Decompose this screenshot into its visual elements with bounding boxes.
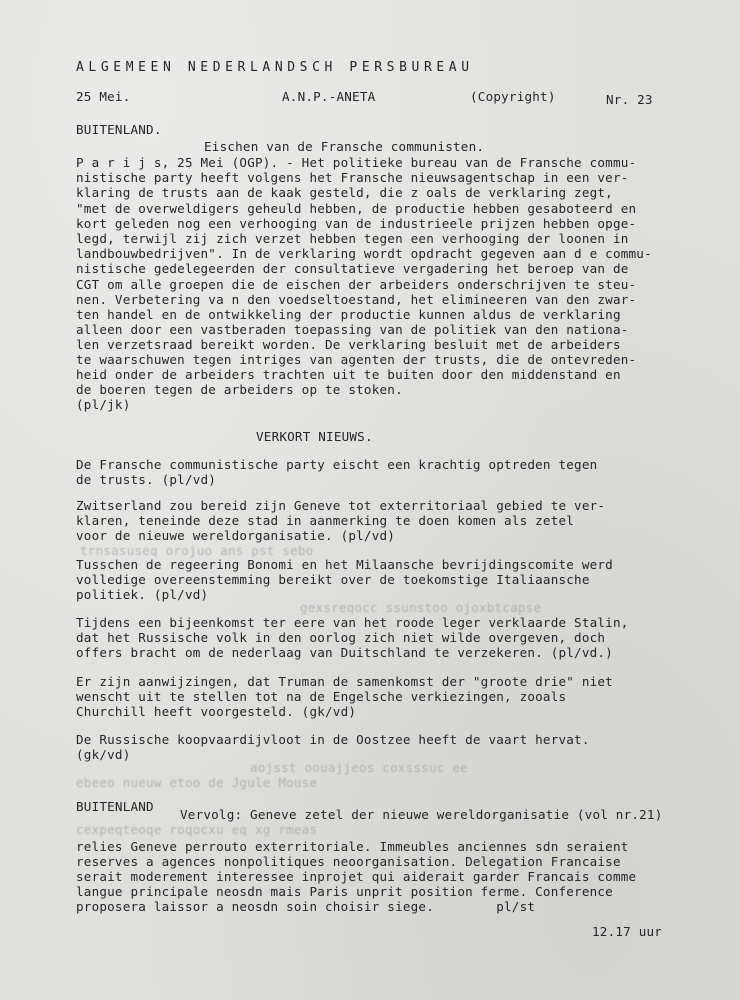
section-label: BUITENLAND <box>76 799 154 814</box>
bleed-through-text: ebeeo nueuw etoo de Jgule Mouse <box>76 775 318 790</box>
timestamp: 12.17 uur <box>592 924 663 939</box>
body-line: len verzetsraad bereikt worden. De verklaring besluit met de arbeiders <box>76 337 621 352</box>
news-line: Zwitserland zou bereid zijn Geneve tot exterritoriaal gebied te ver- <box>76 498 606 513</box>
body-line: relies Geneve perrouto exterritoriale. Immeubles anciennes sdn seraient <box>76 839 629 854</box>
news-line: wenscht uit te stellen tot na de Engelsche verkiezingen, zooals <box>76 689 567 704</box>
body-line: kort geleden nog een verhooging van de industrieele prijzen hebben opge- <box>76 216 637 231</box>
news-line: politiek. (pl/vd) <box>76 587 209 602</box>
news-line: klaren, teneinde deze stad in aanmerking te doen komen als zetel <box>76 513 575 528</box>
news-line: Churchill heeft voorgesteld. (gk/vd) <box>76 704 357 719</box>
body-line: legd, terwijl zij zich verzet hebben tegen een verhooging der loonen in <box>76 231 629 246</box>
bleed-through-text: cexpeqteoqe roqocxu eq xg rmeas <box>76 822 318 837</box>
article-title: Eischen van de Fransche communisten. <box>204 139 485 154</box>
body-line: de boeren tegen de arbeiders op te stoken. <box>76 382 403 397</box>
news-line: Er zijn aanwijzingen, dat Truman de samenkomst der "groote drie" niet <box>76 674 613 689</box>
body-line: nistische gedelegeerden der consultatieve vergadering het beroep van de <box>76 261 629 276</box>
copyright: (Copyright) <box>470 89 556 104</box>
body-line: ten handel en de ontwikkeling der productie kunnen aldus de verklaring <box>76 307 621 322</box>
news-line: De Fransche communistische party eischt een krachtig optreden tegen <box>76 457 598 472</box>
news-line: De Russische koopvaardijvloot in de Oostzee heeft de vaart hervat. <box>76 732 590 747</box>
body-line: nen. Verbetering va n den voedseltoestand, het elimineeren van den zwar- <box>76 292 637 307</box>
news-line: volledige overeenstemming bereikt over de toekomstige Italiaansche <box>76 572 590 587</box>
date: 25 Mei. <box>76 89 131 104</box>
body-line: te waarschuwen tegen intriges van agenten der trusts, die de ontevreden- <box>76 352 637 367</box>
news-line: offers bracht om de nederlaag van Duitschland te verzekeren. (pl/vd.) <box>76 645 613 660</box>
news-line: Tijdens een bijeenkomst ter eere van het roode leger verklaarde Stalin, <box>76 615 629 630</box>
body-line: langue principale neosdn mais Paris unprit position ferme. Conference <box>76 884 613 899</box>
body-line: landbouwbedrijven". In de verklaring wordt opdracht gegeven aan d e commu- <box>76 246 652 261</box>
section-title: VERKORT NIEUWS. <box>256 429 373 444</box>
continuation-heading: Vervolg: Geneve zetel der nieuwe wereldorganisatie (vol nr.21) <box>180 807 663 822</box>
body-line: proposera laissor a neosdn soin choisir siege. pl/st <box>76 899 536 914</box>
body-line: "met de overweldigers geheuld hebben, de productie hebben gesaboteerd en <box>76 201 637 216</box>
news-line: (gk/vd) <box>76 747 131 762</box>
bulletin-number: Nr. 23 <box>606 92 653 107</box>
news-line: de trusts. (pl/vd) <box>76 472 217 487</box>
bleed-through-text: aojsst oouajjeos coxsssuc ee <box>250 760 468 775</box>
body-line: serait moderement interessee inprojet qui aiderait garder Francais comme <box>76 869 637 884</box>
body-line: P a r i j s, 25 Mei (OGP). - Het politieke bureau van de Fransche commu- <box>76 155 637 170</box>
body-line: CGT om alle groepen die de eischen der arbeiders onderschrijven te steu- <box>76 277 637 292</box>
news-line: Tusschen de regeering Bonomi en het Milaansche bevrijdingscomite werd <box>76 557 613 572</box>
news-line: dat het Russische volk in den oorlog zich niet wilde overgeven, doch <box>76 630 606 645</box>
section-label: BUITENLAND. <box>76 122 162 137</box>
bleed-through-text: trnsasuseq orojuo ans pst sebo <box>80 543 314 558</box>
body-line: heid onder de arbeiders trachten uit te buiten door den middenstand en <box>76 367 621 382</box>
agency-name: ALGEMEEN NEDERLANDSCH PERSBUREAU <box>76 60 474 75</box>
body-line: nistische party heeft volgens het Fransche nieuwsagentschap in een ver- <box>76 170 629 185</box>
body-line: reserves a agences nonpolitiques neoorganisation. Delegation Francaise <box>76 854 621 869</box>
source-line: A.N.P.-ANETA <box>282 89 376 104</box>
body-line: klaring de trusts aan de kaak gesteld, die z oals de verklaring zegt, <box>76 185 613 200</box>
body-line: alleen door een vastberaden toepassing van de politiek van den nationa- <box>76 322 629 337</box>
bleed-through-text: gexsreqocc ssunstoo ojoxbtcapse <box>300 600 542 615</box>
news-line: voor de nieuwe wereldorganisatie. (pl/vd) <box>76 528 396 543</box>
initials: (pl/jk) <box>76 397 131 412</box>
